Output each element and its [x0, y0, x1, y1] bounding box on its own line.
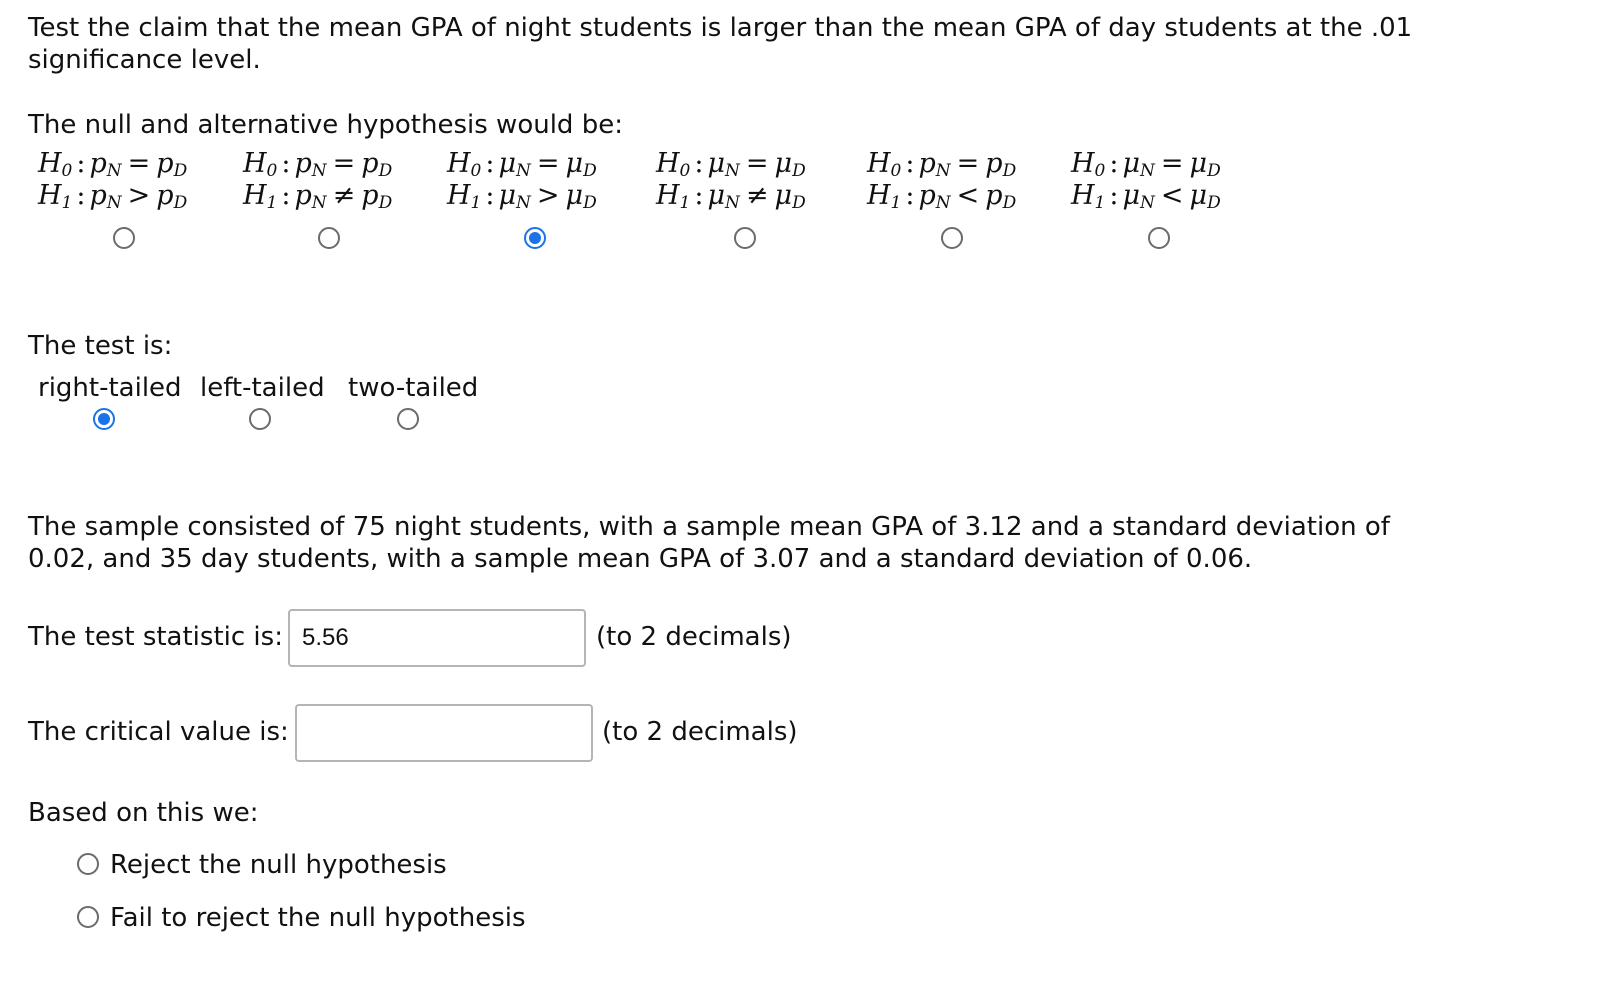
hypothesis-option-1 — [38, 148, 187, 212]
hypothesis-option-6 — [1071, 148, 1221, 212]
radio-left-tailed[interactable] — [249, 408, 271, 430]
question-line-1: Test the claim that the mean GPA of night students is larger than the mean GPA of day students at the .01 — [28, 13, 1413, 43]
colon: : — [905, 180, 915, 211]
test-statistic-input[interactable] — [288, 609, 586, 667]
p-day-symbol: p — [361, 180, 379, 211]
day-subscript: D — [378, 193, 393, 213]
null-hypothesis-line — [243, 148, 392, 180]
relation-symbol: ≠ — [332, 180, 356, 211]
sample-line-1: The sample consisted of 75 night students, with a sample mean GPA of 3.12 and a standard deviation of — [28, 512, 1390, 542]
relation-symbol: = — [1160, 148, 1184, 179]
null-hypothesis-subscript: 0 — [679, 161, 691, 181]
night-subscript: N — [311, 193, 327, 213]
null-hypothesis-line — [867, 148, 1016, 180]
day-subscript: D — [173, 161, 188, 181]
null-hypothesis-subscript: 0 — [470, 161, 482, 181]
relation-symbol: ≠ — [745, 180, 769, 211]
relation-symbol: = — [332, 148, 356, 179]
p-night-symbol: p — [918, 148, 936, 179]
day-subscript: D — [378, 161, 393, 181]
p-night-symbol: p — [918, 180, 936, 211]
fail-to-reject-label: Fail to reject the null hypothesis — [110, 903, 526, 933]
colon: : — [281, 180, 291, 211]
null-hypothesis-label: H — [243, 148, 267, 179]
relation-symbol: = — [127, 148, 151, 179]
colon: : — [76, 180, 86, 211]
hypothesis-radio-4[interactable] — [734, 227, 756, 249]
colon: : — [281, 148, 291, 179]
conclusion-prompt: Based on this we: — [28, 798, 259, 828]
night-subscript: N — [311, 161, 327, 181]
night-subscript: N — [1140, 193, 1155, 213]
radio-two-tailed[interactable] — [397, 408, 419, 430]
mu-day-symbol: μ — [774, 180, 793, 211]
alternative-hypothesis-subscript: 1 — [470, 193, 482, 213]
alternative-hypothesis-line — [867, 180, 1016, 212]
mu-day-symbol: μ — [565, 148, 584, 179]
alternative-hypothesis-line — [243, 180, 392, 212]
p-day-symbol: p — [156, 180, 174, 211]
null-hypothesis-label: H — [867, 148, 891, 179]
hypothesis-radio-1[interactable] — [113, 227, 135, 249]
hypothesis-radio-3[interactable] — [524, 227, 546, 249]
hypothesis-option-5 — [867, 148, 1016, 212]
night-subscript: N — [725, 161, 740, 181]
alternative-hypothesis-subscript: 1 — [679, 193, 691, 213]
sample-line-2: 0.02, and 35 day students, with a sample mean GPA of 3.07 and a standard deviation of 0.06. — [28, 544, 1253, 574]
alternative-hypothesis-label: H — [1071, 180, 1095, 211]
p-day-symbol: p — [985, 180, 1003, 211]
null-hypothesis-line — [447, 148, 597, 180]
night-subscript: N — [935, 193, 951, 213]
relation-symbol: > — [536, 180, 560, 211]
night-subscript: N — [725, 193, 740, 213]
p-day-symbol: p — [361, 148, 379, 179]
day-subscript: D — [173, 193, 188, 213]
relation-symbol: = — [956, 148, 980, 179]
night-subscript: N — [1140, 161, 1155, 181]
alternative-hypothesis-label: H — [447, 180, 471, 211]
day-subscript: D — [1002, 161, 1017, 181]
radio-right-tailed[interactable] — [93, 408, 115, 430]
alternative-hypothesis-line — [447, 180, 597, 212]
test-type-label-two: two-tailed — [348, 373, 479, 403]
null-hypothesis-subscript: 0 — [890, 161, 902, 181]
mu-night-symbol: μ — [1122, 180, 1141, 211]
hypothesis-option-4 — [656, 148, 806, 212]
alternative-hypothesis-subscript: 1 — [61, 193, 73, 213]
critical-value-label: The critical value is: — [28, 717, 289, 747]
alternative-hypothesis-label: H — [38, 180, 62, 211]
test-type-prompt: The test is: — [28, 331, 173, 361]
mu-night-symbol: μ — [498, 148, 517, 179]
mu-day-symbol: μ — [1189, 148, 1208, 179]
null-hypothesis-label: H — [1071, 148, 1095, 179]
null-hypothesis-label: H — [656, 148, 680, 179]
hypothesis-radio-5[interactable] — [941, 227, 963, 249]
hypothesis-option-3 — [447, 148, 597, 212]
p-night-symbol: p — [294, 180, 312, 211]
null-hypothesis-subscript: 0 — [266, 161, 278, 181]
test-type-label-right: right-tailed — [38, 373, 182, 403]
test-statistic-hint: (to 2 decimals) — [596, 622, 792, 652]
hypotheses-prompt: The null and alternative hypothesis would be: — [28, 110, 623, 140]
mu-day-symbol: μ — [1189, 180, 1208, 211]
p-night-symbol: p — [89, 148, 107, 179]
relation-symbol: < — [1160, 180, 1184, 211]
colon: : — [1109, 148, 1119, 179]
night-subscript: N — [935, 161, 951, 181]
alternative-hypothesis-line — [38, 180, 187, 212]
colon: : — [485, 180, 495, 211]
reject-null-label: Reject the null hypothesis — [110, 850, 447, 880]
colon: : — [1109, 180, 1119, 211]
null-hypothesis-subscript: 0 — [61, 161, 73, 181]
colon: : — [694, 148, 704, 179]
day-subscript: D — [583, 161, 597, 181]
hypothesis-radio-2[interactable] — [318, 227, 340, 249]
alternative-hypothesis-subscript: 1 — [1094, 193, 1106, 213]
alternative-hypothesis-subscript: 1 — [890, 193, 902, 213]
mu-day-symbol: μ — [565, 180, 584, 211]
p-night-symbol: p — [294, 148, 312, 179]
test-type-label-left: left-tailed — [200, 373, 325, 403]
colon: : — [694, 180, 704, 211]
critical-value-hint: (to 2 decimals) — [602, 717, 798, 747]
null-hypothesis-subscript: 0 — [1094, 161, 1106, 181]
colon: : — [485, 148, 495, 179]
p-night-symbol: p — [89, 180, 107, 211]
day-subscript: D — [1002, 193, 1017, 213]
mu-night-symbol: μ — [707, 180, 726, 211]
relation-symbol: > — [127, 180, 151, 211]
null-hypothesis-line — [38, 148, 187, 180]
radio-fail-to-reject-null[interactable] — [77, 906, 99, 928]
null-hypothesis-line — [1071, 148, 1221, 180]
alternative-hypothesis-subscript: 1 — [266, 193, 278, 213]
relation-symbol: < — [956, 180, 980, 211]
day-subscript: D — [583, 193, 597, 213]
relation-symbol: = — [536, 148, 560, 179]
night-subscript: N — [106, 193, 122, 213]
null-hypothesis-label: H — [447, 148, 471, 179]
null-hypothesis-label: H — [38, 148, 62, 179]
question-line-2: significance level. — [28, 45, 261, 75]
day-subscript: D — [792, 193, 806, 213]
day-subscript: D — [1207, 193, 1221, 213]
p-day-symbol: p — [156, 148, 174, 179]
alternative-hypothesis-line — [1071, 180, 1221, 212]
alternative-hypothesis-label: H — [656, 180, 680, 211]
mu-day-symbol: μ — [774, 148, 793, 179]
mu-night-symbol: μ — [498, 180, 517, 211]
test-statistic-label: The test statistic is: — [28, 622, 283, 652]
relation-symbol: = — [745, 148, 769, 179]
mu-night-symbol: μ — [1122, 148, 1141, 179]
p-day-symbol: p — [985, 148, 1003, 179]
null-hypothesis-line — [656, 148, 806, 180]
radio-reject-null[interactable] — [77, 853, 99, 875]
night-subscript: N — [106, 161, 122, 181]
alternative-hypothesis-label: H — [243, 180, 267, 211]
day-subscript: D — [792, 161, 806, 181]
alternative-hypothesis-line — [656, 180, 806, 212]
colon: : — [76, 148, 86, 179]
colon: : — [905, 148, 915, 179]
day-subscript: D — [1207, 161, 1221, 181]
night-subscript: N — [516, 161, 531, 181]
mu-night-symbol: μ — [707, 148, 726, 179]
night-subscript: N — [516, 193, 531, 213]
alternative-hypothesis-label: H — [867, 180, 891, 211]
critical-value-input[interactable] — [295, 704, 593, 762]
hypothesis-option-2 — [243, 148, 392, 212]
hypothesis-radio-6[interactable] — [1148, 227, 1170, 249]
